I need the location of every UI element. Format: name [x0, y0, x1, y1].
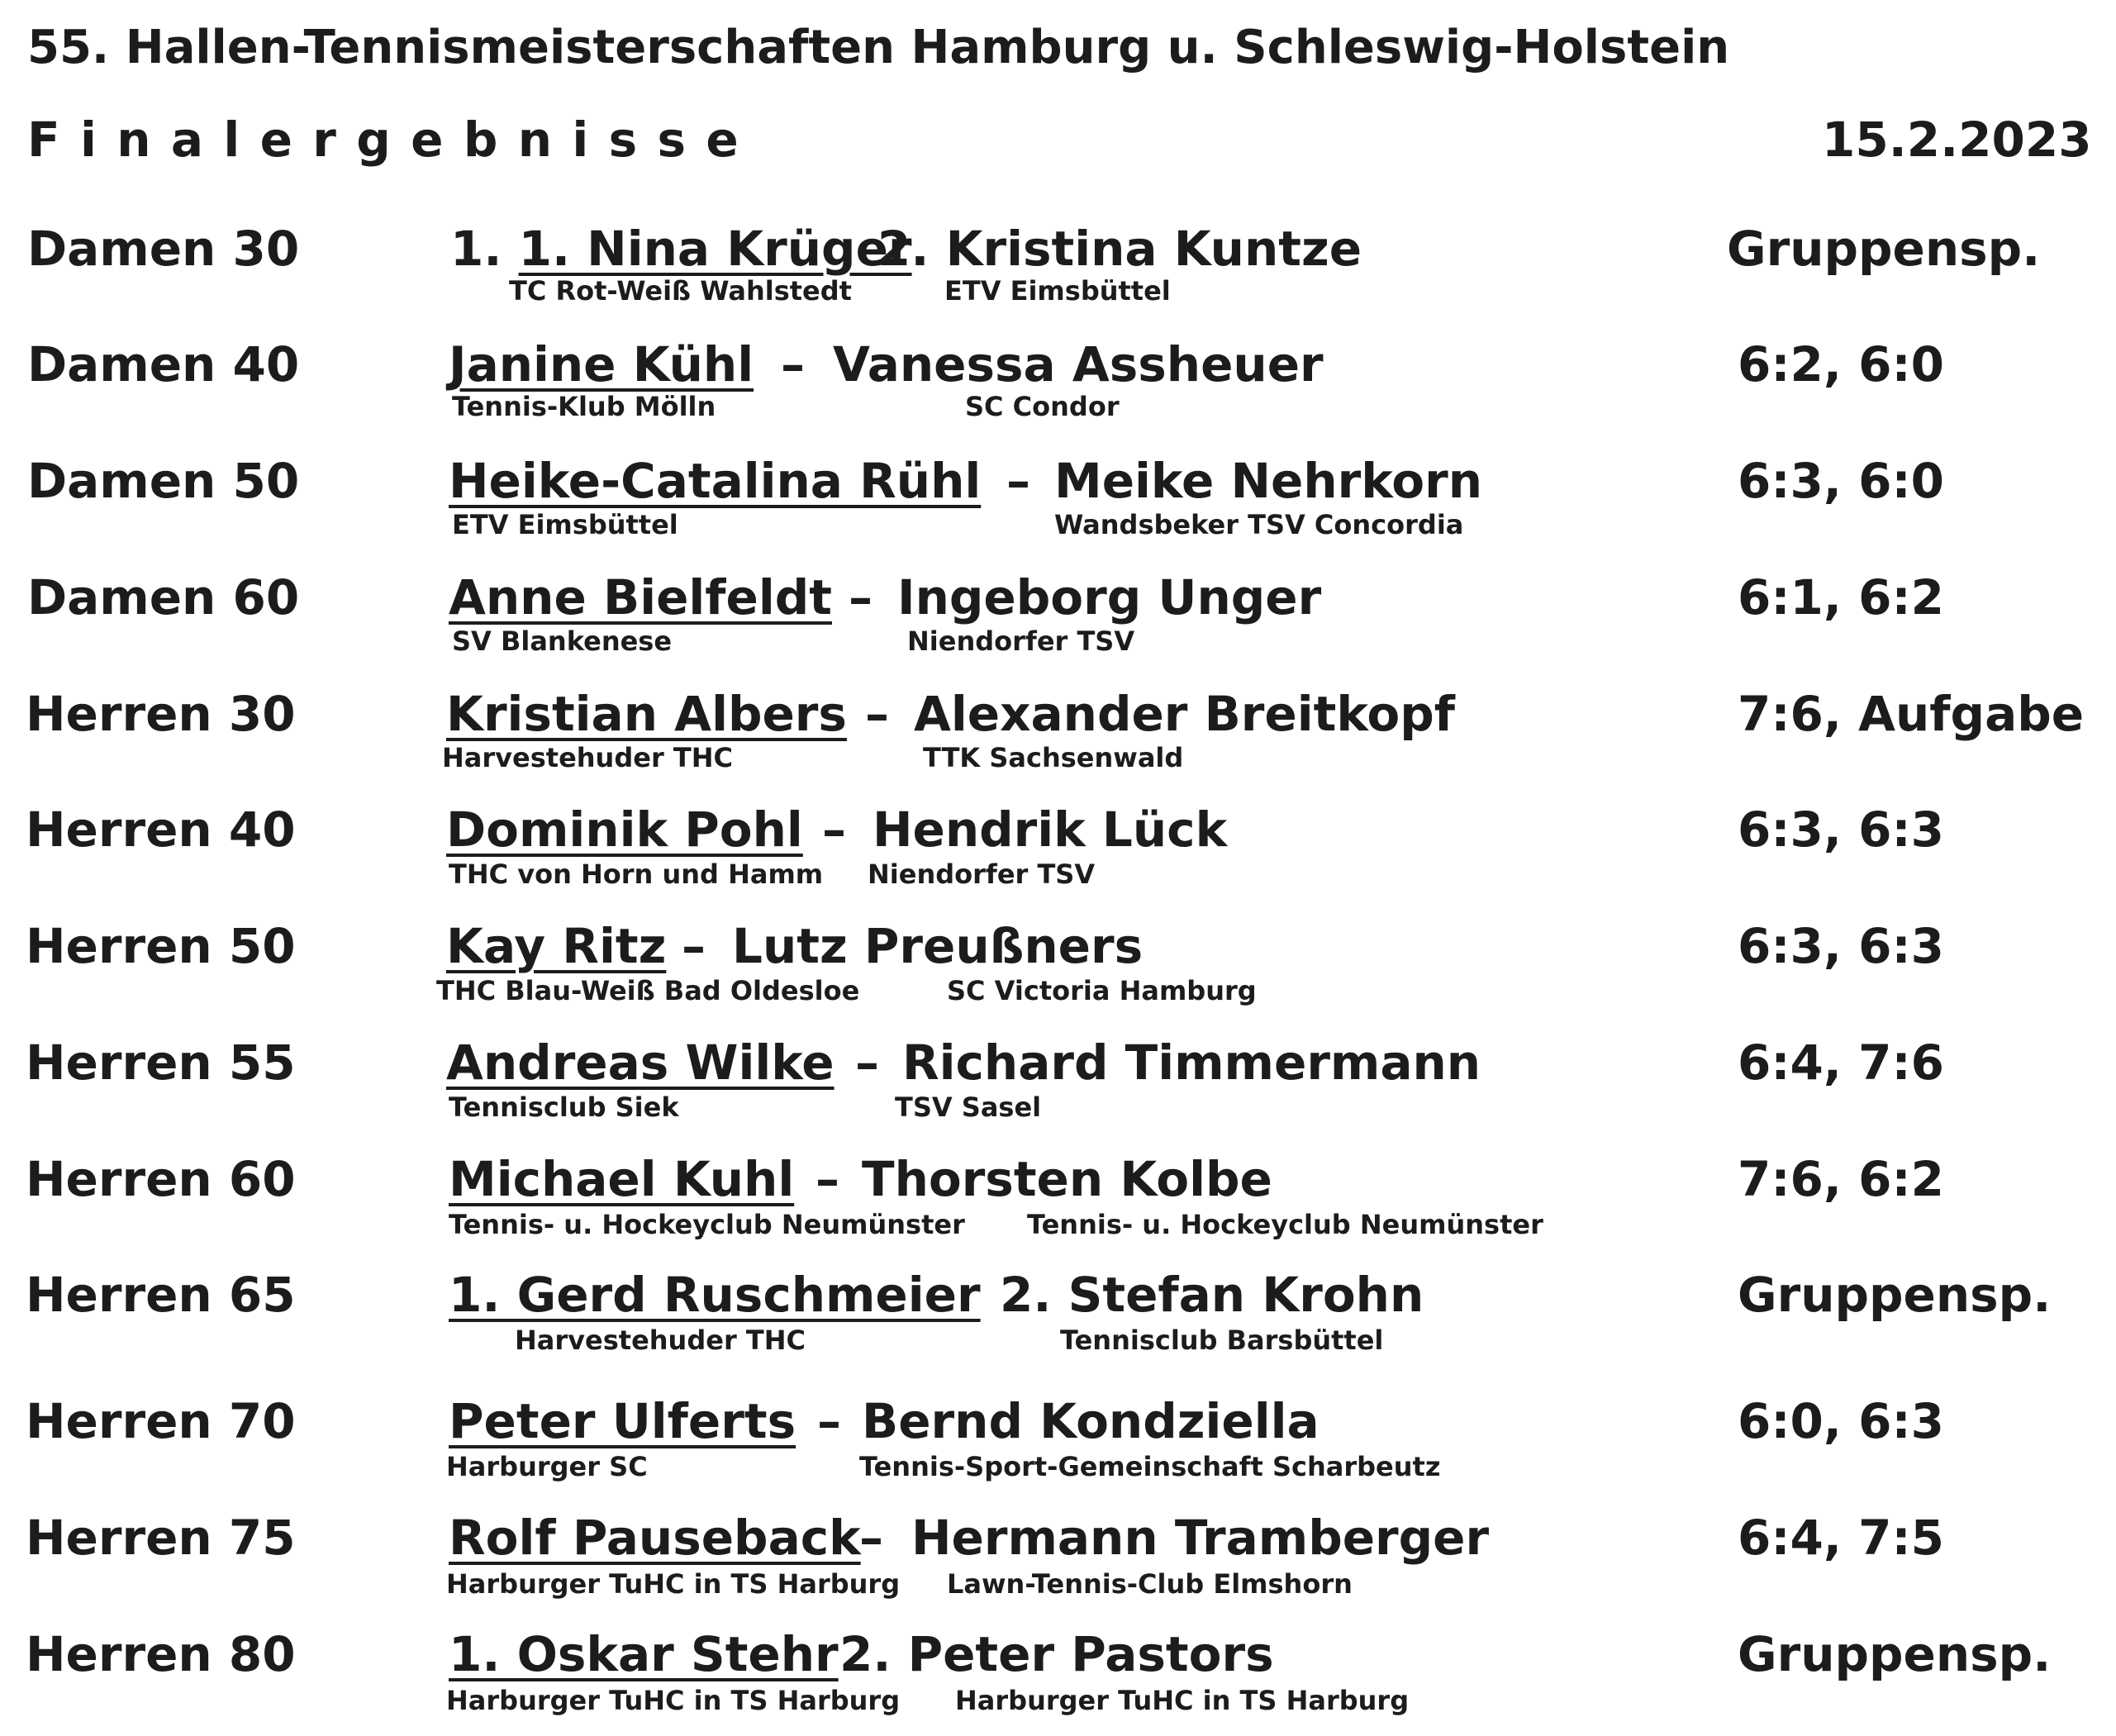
winner-name: 1. Oskar Stehr	[449, 1626, 839, 1682]
runner-up-club: SC Victoria Hamburg	[947, 975, 1257, 1006]
winner-club: SV Blankenese	[452, 625, 673, 657]
runner-up-name: Alexander Breitkopf	[914, 686, 1455, 742]
match-separator: –	[822, 801, 846, 858]
winner-club: TC Rot-Weiß Wahlstedt	[509, 275, 852, 307]
runner-up-club: Harburger TuHC in TS Harburg	[955, 1685, 1410, 1716]
winner-club: ETV Eimsbüttel	[452, 509, 678, 540]
runner-up-club: Lawn-Tennis-Club Elmshorn	[947, 1568, 1353, 1600]
winner-club: Tennis-Klub Mölln	[452, 391, 716, 422]
winner-club: Harburger TuHC in TS Harburg	[446, 1568, 901, 1600]
match-score: 7:6, Aufgabe	[1738, 686, 2085, 742]
winner-club: THC von Horn und Hamm	[449, 858, 824, 890]
runner-up-name: Vanessa Assheuer	[833, 336, 1324, 392]
winner-club: THC Blau-Weiß Bad Oldesloe	[436, 975, 860, 1006]
runner-up-name: 2. Stefan Krohn	[1000, 1267, 1424, 1323]
winner-name: Andreas Wilke	[446, 1034, 835, 1091]
category-label: Herren 50	[26, 918, 296, 974]
winner-club: Harvestehuder THC	[515, 1325, 806, 1356]
category-label: Damen 30	[27, 221, 300, 277]
runner-up-name: Richard Timmermann	[902, 1034, 1481, 1091]
runner-up-club: Tennisclub Barsbüttel	[1060, 1325, 1384, 1356]
winner-name: Kristian Albers	[446, 686, 847, 742]
category-label: Herren 30	[26, 686, 296, 742]
category-label: Damen 40	[27, 336, 300, 392]
match-score: 6:4, 7:5	[1738, 1510, 1945, 1566]
runner-up-name: Bernd Kondziella	[862, 1393, 1320, 1449]
match-score: 7:6, 6:2	[1738, 1151, 1945, 1207]
match-separator: –	[859, 1510, 883, 1566]
winner-club: Harburger SC	[446, 1451, 648, 1482]
runner-up-name: 2. Peter Pastors	[839, 1626, 1274, 1682]
match-score: 6:4, 7:6	[1738, 1034, 1945, 1091]
winner-name: Heike-Catalina Rühl	[449, 453, 982, 509]
runner-up-club: TTK Sachsenwald	[923, 742, 1184, 773]
match-score: Gruppensp.	[1738, 1267, 2052, 1323]
runner-up-name: Hermann Tramberger	[911, 1510, 1490, 1566]
winner-name: Michael Kuhl	[449, 1151, 795, 1207]
winner-club: Harburger TuHC in TS Harburg	[446, 1685, 901, 1716]
winner-name: Kay Ritz	[446, 918, 667, 974]
document-subtitle: Finalergebnisse	[27, 112, 759, 168]
runner-up-club: TSV Sasel	[895, 1092, 1042, 1123]
winner-name: Rolf Pauseback	[449, 1510, 861, 1566]
document-date: 15.2.2023	[1822, 112, 2092, 168]
match-score: 6:2, 6:0	[1738, 336, 1945, 392]
runner-up-name: Hendrik Lück	[873, 801, 1228, 858]
match-score: 6:3, 6:3	[1738, 918, 1945, 974]
winner-club: Tennisclub Siek	[449, 1092, 679, 1123]
winner-name: Janine Kühl	[449, 336, 754, 392]
winner-name: Peter Ulferts	[449, 1393, 796, 1449]
match-score: 6:3, 6:0	[1738, 453, 1945, 509]
category-label: Herren 75	[26, 1510, 296, 1566]
runner-up-club: Wandsbeker TSV Concordia	[1054, 509, 1464, 540]
category-label: Herren 80	[26, 1626, 296, 1682]
match-score: 6:3, 6:3	[1738, 801, 1945, 858]
runner-up-club: Niendorfer TSV	[868, 858, 1096, 890]
category-label: Herren 55	[26, 1034, 296, 1091]
category-label: Herren 65	[26, 1267, 296, 1323]
match-separator: –	[865, 686, 889, 742]
runner-up-name: Ingeborg Unger	[897, 569, 1322, 625]
match-score: Gruppensp.	[1727, 221, 2041, 277]
category-label: Herren 60	[26, 1151, 296, 1207]
category-label: Damen 50	[27, 453, 300, 509]
winner-club: Tennis- u. Hockeyclub Neumünster	[449, 1209, 965, 1240]
match-score: 6:1, 6:2	[1738, 569, 1945, 625]
match-separator: –	[855, 1034, 879, 1091]
category-label: Damen 60	[27, 569, 300, 625]
match-score: 6:0, 6:3	[1738, 1393, 1945, 1449]
runner-up-club: Tennis- u. Hockeyclub Neumünster	[1027, 1209, 1543, 1240]
winner-name: 1. Gerd Ruschmeier	[449, 1267, 981, 1323]
match-separator: –	[817, 1393, 841, 1449]
match-separator: –	[682, 918, 706, 974]
match-separator: –	[815, 1151, 839, 1207]
winner-club: Harvestehuder THC	[442, 742, 733, 773]
match-score: Gruppensp.	[1738, 1626, 2052, 1682]
runner-up-name: 2. Kristina Kuntze	[877, 221, 1362, 277]
winner-name: Anne Bielfeldt	[449, 569, 832, 625]
match-separator: –	[1006, 453, 1030, 509]
match-separator: –	[781, 336, 805, 392]
match-separator: –	[849, 569, 873, 625]
runner-up-name: Meike Nehrkorn	[1054, 453, 1483, 509]
runner-up-name: Thorsten Kolbe	[862, 1151, 1272, 1207]
runner-up-club: SC Condor	[965, 391, 1120, 422]
category-label: Herren 40	[26, 801, 296, 858]
winner-name: Dominik Pohl	[446, 801, 803, 858]
runner-up-club: Tennis-Sport-Gemeinschaft Scharbeutz	[859, 1451, 1441, 1482]
category-label: Herren 70	[26, 1393, 296, 1449]
winner-name: 1. 1. Nina Krüger	[450, 221, 912, 277]
runner-up-club: ETV Eimsbüttel	[944, 275, 1171, 307]
runner-up-club: Niendorfer TSV	[907, 625, 1135, 657]
runner-up-name: Lutz Preußners	[732, 918, 1144, 974]
document-title: 55. Hallen-Tennismeisterschaften Hamburg u. Schleswig-Holstein	[27, 21, 1730, 74]
